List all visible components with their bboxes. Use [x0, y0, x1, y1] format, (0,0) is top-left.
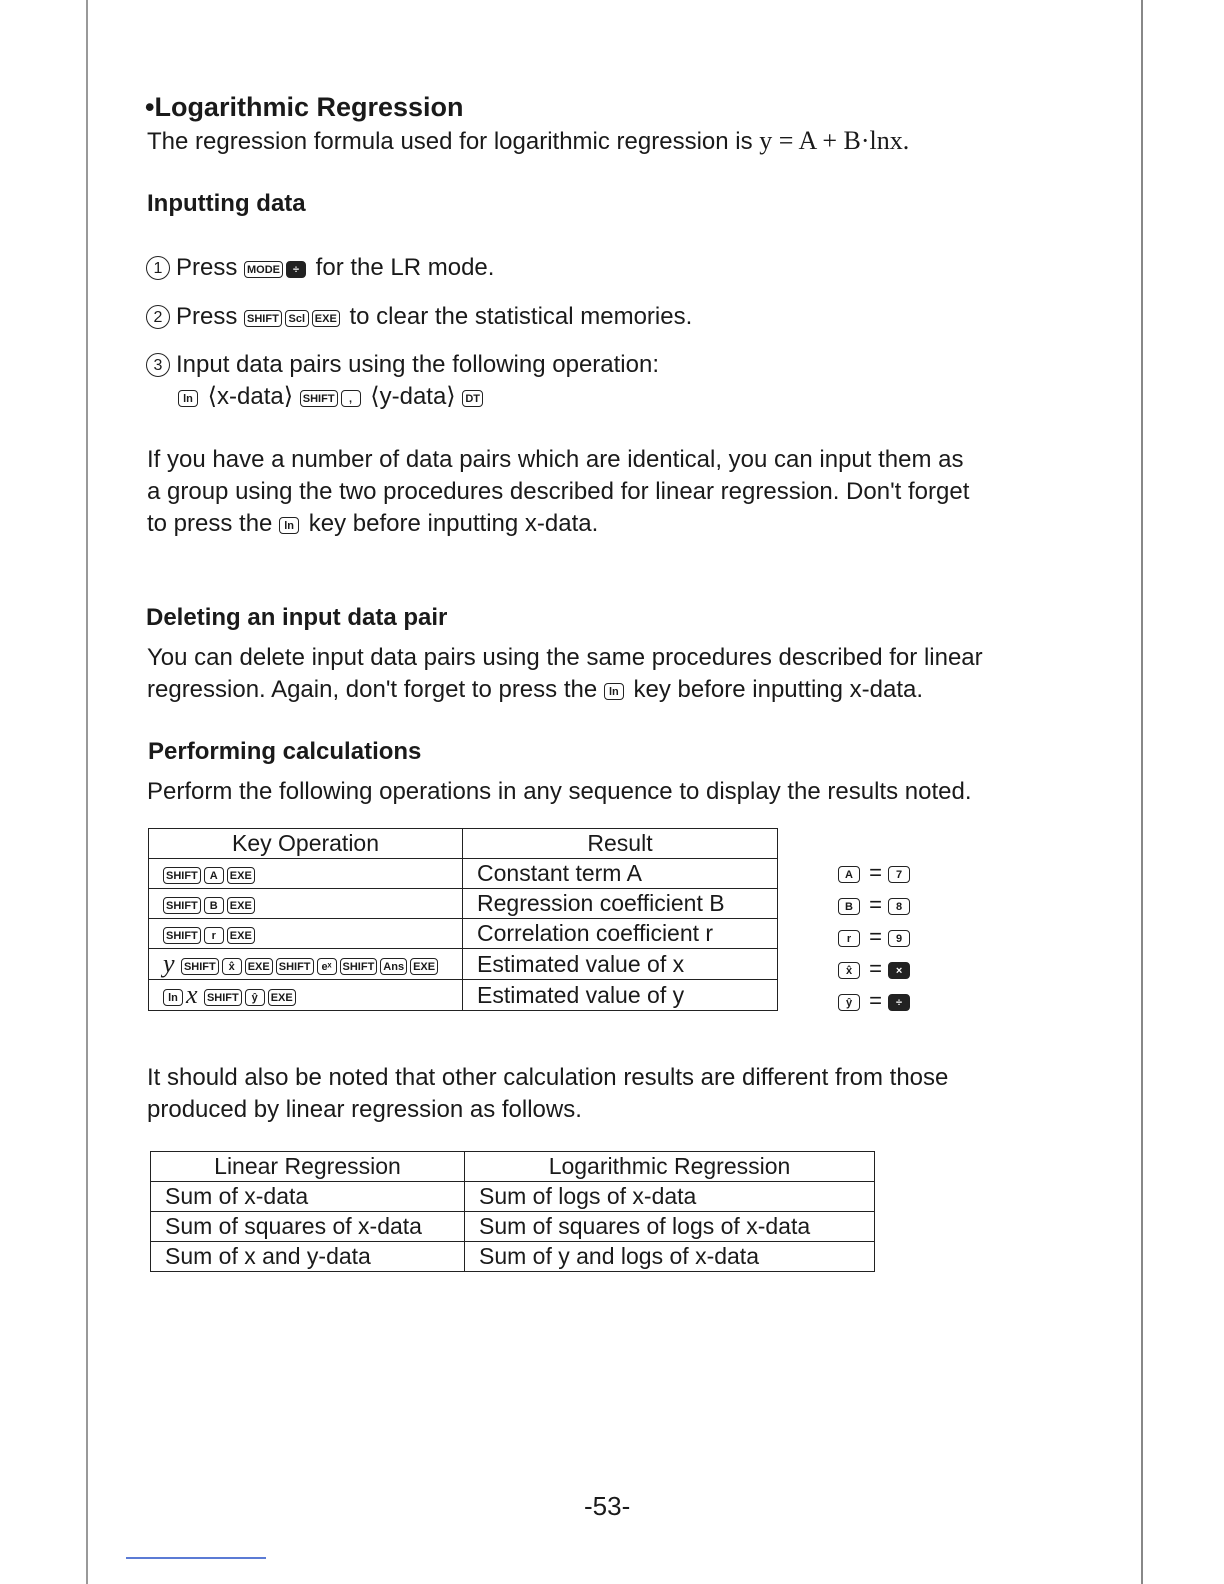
ln-key: ln — [178, 390, 198, 407]
step-number: 2 — [146, 305, 170, 329]
step-number: 3 — [146, 353, 170, 377]
table-header-row — [151, 1152, 875, 1182]
table-cell: Sum of squares of x-data — [151, 1212, 465, 1242]
deleting-paragraph — [147, 642, 983, 706]
key-equivalence: x̂ = × — [838, 956, 913, 982]
note-paragraph — [147, 1062, 948, 1126]
table-row — [151, 1242, 875, 1272]
step-3 — [146, 349, 659, 381]
stat-key-icon: r — [838, 930, 860, 947]
step-text: for the LR mode. — [309, 254, 495, 281]
paragraph-line: produced by linear regression as follows. — [147, 1096, 582, 1123]
table-row — [149, 859, 778, 889]
key-equivalence: r = 9 — [838, 924, 913, 950]
ln-key: ln — [163, 989, 183, 1006]
text: regression. Again, don't forget to press the — [147, 676, 604, 703]
table-header: Logarithmic Regression — [465, 1152, 875, 1182]
x-data-placeholder: ⟨x-data⟩ — [207, 383, 294, 410]
ans-key: Ans — [380, 958, 407, 975]
step-text: to clear the statistical memories. — [342, 303, 693, 330]
table-row — [151, 1212, 875, 1242]
table-header: Key Operation — [149, 829, 463, 859]
exe-key: EXE — [227, 867, 255, 884]
dt-key: DT — [462, 390, 483, 407]
divide-key: ÷ — [286, 261, 306, 278]
stat-key-icon: ŷ — [838, 994, 860, 1011]
r-key: r — [204, 927, 224, 944]
exe-key: EXE — [227, 927, 255, 944]
regression-formula: y = A + B·lnx. — [759, 126, 910, 155]
table-row — [149, 980, 778, 1011]
divide-key-icon: ÷ — [888, 994, 910, 1011]
table-cell: Sum of logs of x-data — [465, 1182, 875, 1212]
comma-key: , — [341, 390, 361, 407]
table-header: Linear Regression — [151, 1152, 465, 1182]
shift-key: SHIFT — [300, 390, 338, 407]
scan-edge-right — [1141, 0, 1143, 1584]
exe-key: EXE — [268, 989, 296, 1006]
stat-key-icon: A — [838, 866, 860, 883]
table-row — [149, 949, 778, 980]
paragraph-line: It should also be noted that other calculation results are different from those — [147, 1064, 949, 1091]
deleting-heading: Deleting an input data pair — [146, 604, 448, 631]
table-cell: Sum of squares of logs of x-data — [465, 1212, 875, 1242]
result-cell: Regression coefficient B — [463, 889, 778, 919]
intro-prefix: The regression formula used for logarithmic regression is — [147, 128, 760, 155]
x-hat-key: x̂ — [222, 958, 242, 975]
inputting-heading: Inputting data — [147, 190, 306, 217]
y-data-placeholder: ⟨y-data⟩ — [370, 383, 456, 410]
table-header: Result — [463, 829, 778, 859]
key-sequence — [149, 980, 463, 1011]
exe-key: EXE — [410, 958, 438, 975]
result-cell: Correlation coefficient r — [463, 919, 778, 949]
text: to press the — [147, 510, 280, 537]
y-variable: y — [163, 949, 175, 978]
shift-key: SHIFT — [163, 927, 201, 944]
table-header-row — [149, 829, 778, 859]
performing-heading: Performing calculations — [148, 738, 422, 765]
identical-pairs-paragraph — [147, 444, 969, 540]
x-variable: x — [186, 980, 198, 1009]
step-1 — [146, 252, 494, 284]
table-cell: Sum of x and y-data — [151, 1242, 465, 1272]
shift-key: SHIFT — [244, 310, 282, 327]
page-number: -53- — [584, 1491, 631, 1521]
exe-key: EXE — [312, 310, 340, 327]
mode-key: MODE — [244, 261, 283, 278]
section-title: •Logarithmic Regression — [145, 92, 464, 122]
shift-key: SHIFT — [163, 897, 201, 914]
ln-key: ln — [279, 517, 299, 534]
table-row — [151, 1182, 875, 1212]
paragraph-line — [147, 508, 969, 540]
scan-edge-left — [86, 0, 88, 1584]
digit-key-icon: 9 — [888, 930, 910, 947]
shift-key: SHIFT — [163, 867, 201, 884]
key-equivalence: A = 7 — [838, 860, 913, 886]
text: key before inputting x-data. — [302, 510, 599, 537]
exe-key: EXE — [245, 958, 273, 975]
b-key: B — [204, 897, 224, 914]
intro-text — [147, 125, 909, 158]
result-cell: Estimated value of x — [463, 949, 778, 980]
a-key: A — [204, 867, 224, 884]
exp-key: eˣ — [317, 958, 337, 975]
exe-key: EXE — [227, 897, 255, 914]
ln-key: ln — [604, 683, 624, 700]
step-2 — [146, 301, 692, 333]
paragraph-line — [147, 674, 983, 706]
result-cell: Estimated value of y — [463, 980, 778, 1011]
paragraph-line: a group using the two procedures described for linear regression. Don't forget — [147, 478, 970, 505]
scl-key: Scl — [285, 310, 309, 327]
key-sequence — [149, 859, 463, 889]
y-hat-key: ŷ — [245, 989, 265, 1006]
key-sequence — [149, 889, 463, 919]
table-row — [149, 919, 778, 949]
step-text: Press — [176, 303, 245, 330]
digit-key-icon: 8 — [888, 898, 910, 915]
key-operation-table — [148, 828, 778, 1011]
step-number: 1 — [146, 256, 170, 280]
shift-key: SHIFT — [340, 958, 378, 975]
paragraph-line: You can delete input data pairs using the same procedures described for linear — [147, 644, 983, 671]
stat-key-icon: x̂ — [838, 962, 860, 979]
paragraph-line: If you have a number of data pairs which are identical, you can input them as — [147, 446, 964, 473]
shift-key: SHIFT — [276, 958, 314, 975]
shift-key: SHIFT — [181, 958, 219, 975]
table-row — [149, 889, 778, 919]
key-equivalence: B = 8 — [838, 892, 913, 918]
key-equivalence: ŷ = ÷ — [838, 988, 913, 1014]
comparison-table — [150, 1151, 875, 1272]
text: key before inputting x-data. — [626, 676, 924, 703]
scan-mark-bottom — [126, 1557, 266, 1559]
digit-key-icon: 7 — [888, 866, 910, 883]
table-cell: Sum of y and logs of x-data — [465, 1242, 875, 1272]
result-cell: Constant term A — [463, 859, 778, 889]
step-text: Input data pairs using the following operation: — [176, 351, 659, 378]
key-sequence — [149, 949, 463, 980]
shift-key: SHIFT — [204, 989, 242, 1006]
stat-key-icon: B — [838, 898, 860, 915]
input-operation — [178, 381, 486, 413]
key-sequence — [149, 919, 463, 949]
step-text: Press — [176, 254, 245, 281]
multiply-key-icon: × — [888, 962, 910, 979]
performing-text: Perform the following operations in any sequence to display the results noted. — [147, 778, 972, 805]
table-cell: Sum of x-data — [151, 1182, 465, 1212]
